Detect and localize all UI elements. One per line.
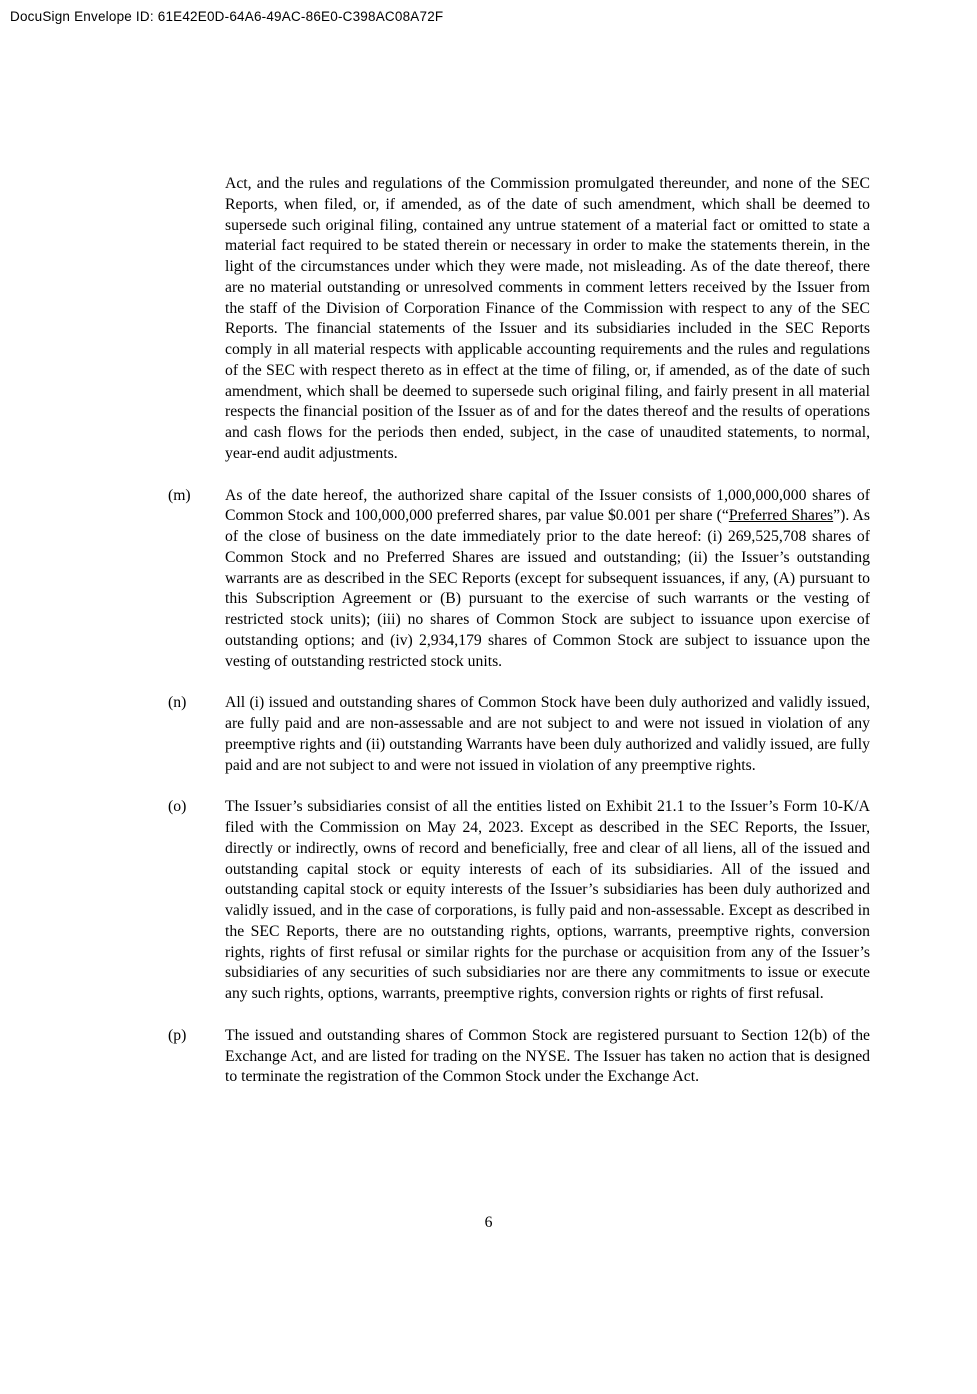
paragraph-label: [168, 174, 225, 465]
paragraph-text: The issued and outstanding shares of Common Stock are registered pursuant to Section 12(b) of the Exchange Act, and are listed for trading on the NYSE. The Issuer has taken no action that is designed to terminate the registration of the Common Stock under the Exchange Act.: [225, 1026, 870, 1086]
paragraph-p: [168, 1026, 870, 1088]
paragraph-label: (n): [168, 694, 187, 712]
paragraph-o: [168, 797, 870, 1005]
paragraph-n: [168, 693, 870, 776]
paragraph-label: (m): [168, 486, 191, 504]
paragraph-text: The Issuer’s subsidiaries consist of all the entities listed on Exhibit 21.1 to the Issuer’s Form 10-K/A filed with the Commission on May 24, 2023. Except as described in the SEC Reports, the Issuer, directly or indirectly, owns of record and beneficially, free and clear of all liens, all of the issued and outstanding capital stock or equity interests of each of its subsidiaries. All of the issued and outstanding capital stock or equity interests of the Issuer’s subsidiaries has been duly authorized and validly issued, and in the case of corporations, is fully paid and non-assessable. Except as described in the SEC Reports, there are no outstanding rights, options, warrants, preemptive rights, conversion rights, rights of first refusal or similar rights for the purchase or acquisition from any of the Issuer’s subsidiaries of any securities of such subsidiaries nor are there any commitments to issue or execute any such rights, options, warrants, preemptive rights, conversion rights or rights of first refusal.: [225, 798, 870, 1002]
defined-term-preferred-shares: Preferred Shares: [728, 507, 834, 525]
paragraph-text: Act, and the rules and regulations of the Commission promulgated thereunder, and none of the SEC Reports, when filed, or, if amended, as of the date of such amendment, which shall be deemed to supersede such original filing, contained any untrue statement of a material fact or omitted to state a material fact required to be stated therein or necessary in order to make the statements therein, in the light of the circumstances under which they were made, not misleading. As of the date thereof, there are no material outstanding or unresolved comments in comment letters received by the Issuer from the staff of the Division of Corporation Finance of the Commission with respect to any of the SEC Reports. The financial statements of the Issuer and its subsidiaries included in the SEC Reports comply in all material respects with applicable accounting requirements and the rules and regulations of the SEC with respect thereto as in effect at the time of filing, or, if amended, as of the date of such amendment, which shall be deemed to supersede such original filing, and fairly present in all material respects the financial position of the Issuer as of and for the dates thereof and the results of operations and cash flows for the periods then ended, subject, in the case of unaudited statements, to normal, year-end audit adjustments.: [225, 175, 870, 462]
paragraph-text-segment: ”). As of the close of business on the date immediately prior to the date hereof: (i) 269,525,708 shares of Common Stock and no Preferred Shares are issued and outstanding; (ii) the Issuer’s outstanding warrants are as described in the SEC Reports (except for subsequent issuances, if any, (A) pursuant to this Subscription Agreement or (B) pursuant to the exercise of such warrants or the vesting of restricted stock units); (iii) no shares of Common Stock are subject to issuance upon exercise of outstanding options; and (iv) 2,934,179 shares of Common Stock are subject to issuance upon the vesting of outstanding restricted stock units.: [225, 507, 870, 670]
paragraph-label: (p): [168, 1026, 187, 1044]
paragraph-text: All (i) issued and outstanding shares of Common Stock have been duly authorized and validly issued, are fully paid and are non-assessable and are not subject to and were not issued in violation of any preemptive rights and (ii) outstanding Warrants have been duly authorized and validly issued, are fully paid and are not subject to and were not issued in violation of any preemptive rights.: [225, 694, 870, 774]
paragraph-text-segment: As of the date hereof, the authorized share capital of the Issuer consists of 1,000,000,000 shares of Common Stock and 100,000,000 preferred shares, par value $0.001 per share (“: [225, 486, 870, 525]
document-body: [168, 174, 870, 1109]
docusign-envelope-id: DocuSign Envelope ID: 61E42E0D-64A6-49AC-86E0-C398AC08A72F: [10, 9, 444, 24]
page-number: 6: [484, 1214, 493, 1231]
paragraph-text: [225, 486, 870, 673]
paragraph-m: [168, 486, 870, 673]
paragraph-continuation: [168, 174, 870, 465]
paragraph-label: (o): [168, 798, 187, 816]
